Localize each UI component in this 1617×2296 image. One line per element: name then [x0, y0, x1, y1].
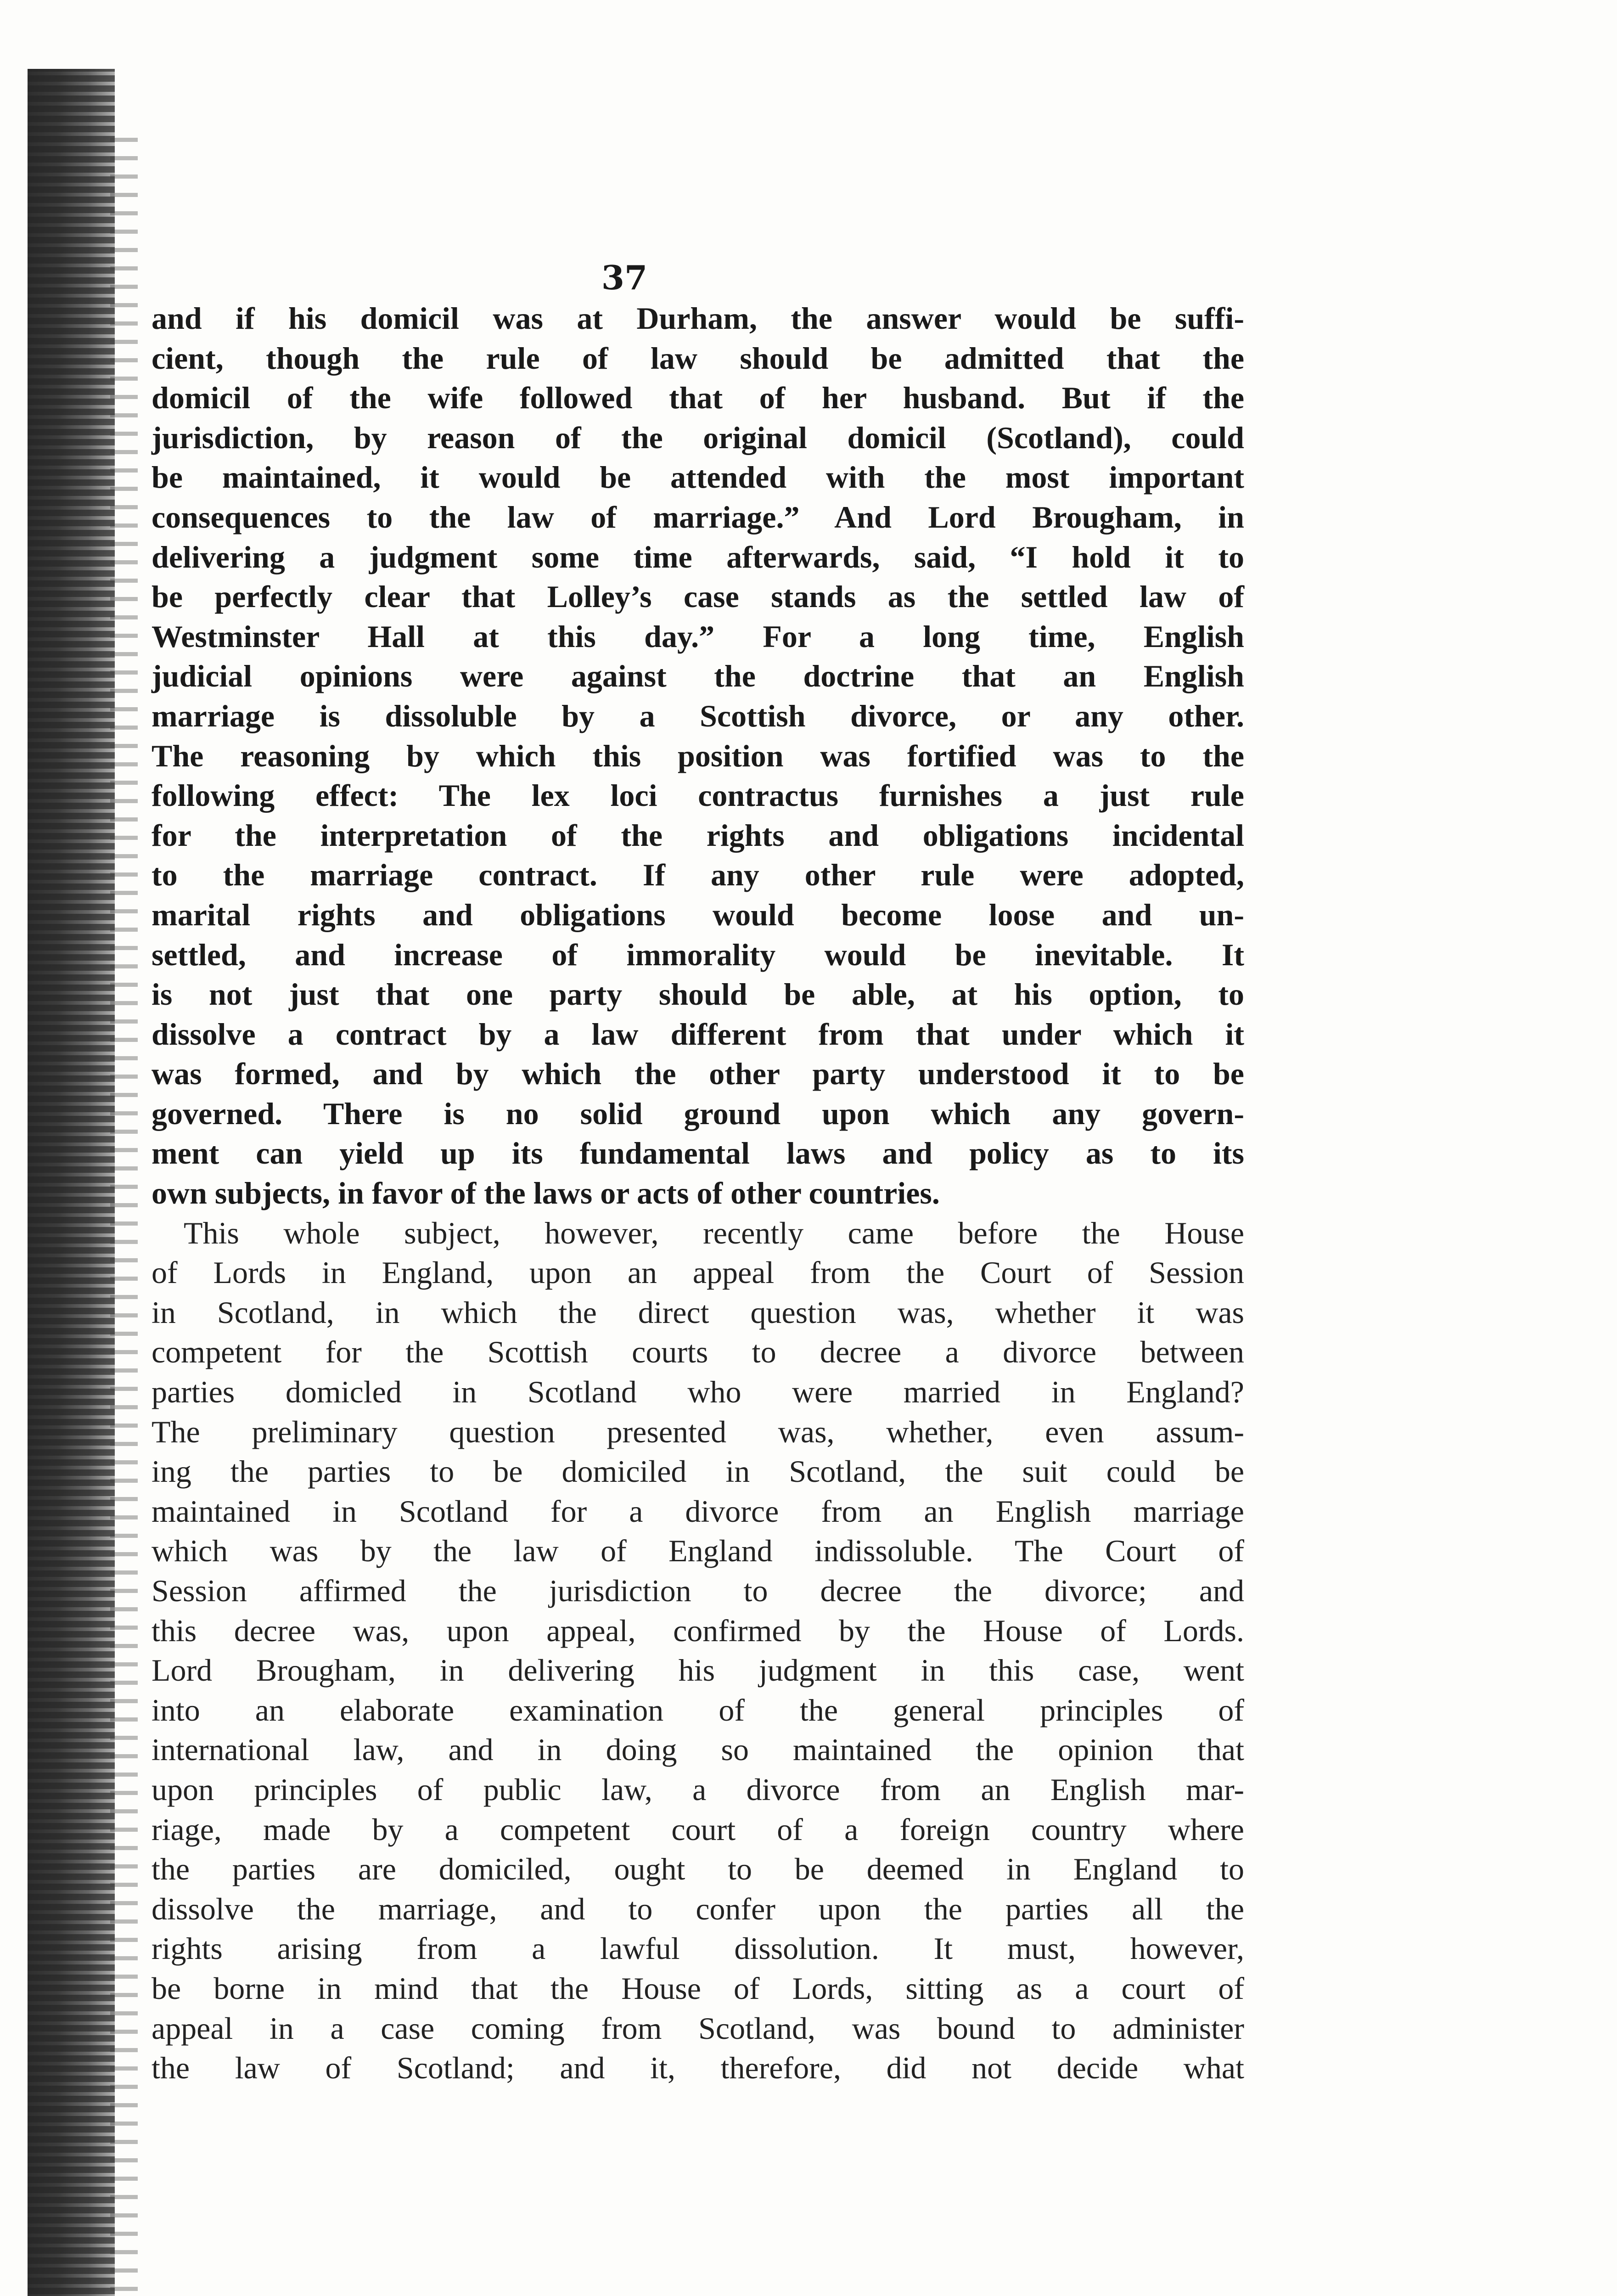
text-line: ing the parties to be domiciled in Scotland, the suit could be — [152, 1454, 1244, 1489]
text-line: be borne in mind that the House of Lords, sitting as a court of — [152, 1970, 1244, 2006]
text-line: jurisdiction, by reason of the original domicil (Scotland), could — [152, 420, 1244, 455]
text-line: Session affirmed the jurisdiction to decree the divorce; and — [152, 1573, 1244, 1608]
text-line: The preliminary question presented was, whether, even assum- — [152, 1414, 1244, 1449]
text-line: which was by the law of England indissoluble. The Court of — [152, 1533, 1244, 1569]
page-number: 37 — [601, 258, 648, 297]
text-line: parties domicled in Scotland who were married in England? — [152, 1374, 1244, 1410]
text-line: maintained in Scotland for a divorce from an English marriage — [152, 1493, 1244, 1529]
text-line: to the marriage contract. If any other rule were adopted, — [152, 857, 1244, 893]
text-line: this decree was, upon appeal, confirmed by the House of Lords. — [152, 1613, 1244, 1648]
text-line: into an elaborate examination of the general principles of — [152, 1692, 1244, 1728]
text-line: riage, made by a competent court of a foreign country where — [152, 1812, 1244, 1847]
text-line: for the interpretation of the rights and obligations incidental — [152, 817, 1244, 853]
text-line: international law, and in doing so maintained the opinion that — [152, 1732, 1244, 1767]
text-line: The reasoning by which this position was fortified was to the — [152, 738, 1244, 773]
text-line: delivering a judgment some time afterwards, said, “I hold it to — [152, 539, 1244, 574]
text-line: the parties are domiciled, ought to be deemed in England to — [152, 1851, 1244, 1887]
text-line: be perfectly clear that Lolley’s case stands as the settled law of — [152, 579, 1244, 614]
text-line: governed. There is no solid ground upon which any govern- — [152, 1096, 1244, 1131]
body-text — [152, 298, 1244, 2088]
text-line: competent for the Scottish courts to decree a divorce between — [152, 1334, 1244, 1370]
text-line: consequences to the law of marriage.” And Lord Brougham, in — [152, 499, 1244, 535]
text-line: dissolve a contract by a law different from that under which it — [152, 1016, 1244, 1052]
text-line: ment can yield up its fundamental laws and policy as to its — [152, 1136, 1244, 1171]
text-line: dissolve the marriage, and to confer upon the parties all the — [152, 1891, 1244, 1926]
text-line: Lord Brougham, in delivering his judgment in this case, went — [152, 1653, 1244, 1688]
text-line: in Scotland, in which the direct question was, whether it was — [152, 1294, 1244, 1330]
text-line: judicial opinions were against the doctrine that an English — [152, 658, 1244, 694]
paragraph-1 — [152, 298, 1244, 1213]
text-line: the law of Scotland; and it, therefore, did not decide what — [152, 2050, 1244, 2086]
text-line: This whole subject, however, recently came before the House — [184, 1215, 1244, 1250]
text-line: marriage is dissoluble by a Scottish divorce, or any other. — [152, 698, 1244, 733]
text-line: rights arising from a lawful dissolution. It must, however, — [152, 1931, 1244, 1966]
text-line: upon principles of public law, a divorce from an English mar- — [152, 1772, 1244, 1807]
text-line: cient, though the rule of law should be admitted that the — [152, 340, 1244, 376]
paragraph-2 — [152, 1213, 1244, 2088]
text-line: and if his domicil was at Durham, the answer would be suffi- — [152, 301, 1244, 336]
text-line: domicil of the wife followed that of her husband. But if the — [152, 380, 1244, 416]
text-line: be maintained, it would be attended with the most important — [152, 460, 1244, 495]
text-line: marital rights and obligations would become loose and un- — [152, 897, 1244, 932]
text-line: of Lords in England, upon an appeal from the Court of Session — [152, 1255, 1244, 1290]
binding-edge-shadow — [28, 69, 115, 2296]
text-line: own subjects, in favor of the laws or acts of other countries. — [152, 1176, 940, 1211]
text-line: Westminster Hall at this day.” For a long time, English — [152, 619, 1244, 654]
text-line: appeal in a case coming from Scotland, was bound to administer — [152, 2010, 1244, 2046]
text-line: is not just that one party should be able, at his option, to — [152, 977, 1244, 1012]
binding-edge-fringe — [110, 138, 138, 2296]
text-line: following effect: The lex loci contractus furnishes a just rule — [152, 778, 1244, 813]
text-line: was formed, and by which the other party understood it to be — [152, 1056, 1244, 1092]
text-line: settled, and increase of immorality would be inevitable. It — [152, 937, 1244, 972]
